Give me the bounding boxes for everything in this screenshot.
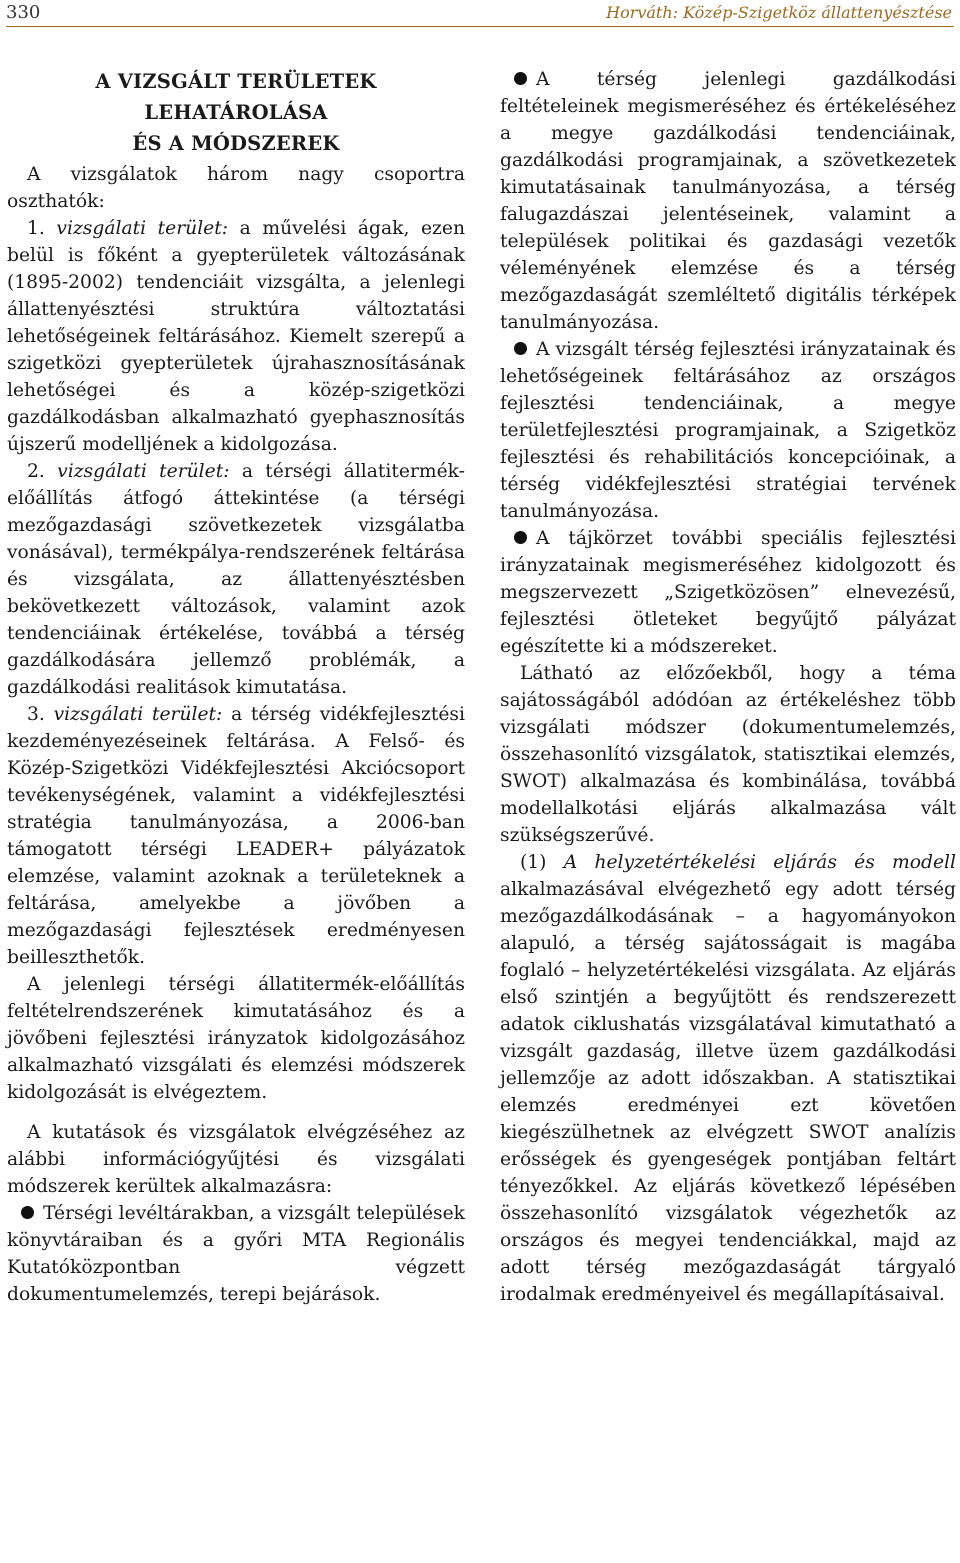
intro-paragraph: A vizsgálatok három nagy csoportra oszthatók: [7, 164, 465, 212]
bullet-3-text: A vizsgált térség fejlesztési irányzatainak és lehetőségeinek feltárásához az országos fejlesztési tendenciáinak, a megye területfejlesztési programjainak, a Szigetköz fejlesztési és rehabilitációs koncepcióinak, a térség vidékfejlesztési stratégiai tervének tanulmányozása. [500, 339, 956, 522]
area-1-text: a művelési ágak, ezen belül is főként a gyepterületek változásának (1895-2002) tendenciáit vizsgálta, a jelenlegi állattenyésztési struktúra változtatási lehetőségeinek feltárásához. Kiemelt szerepű a szigetközi gyepterületek újrahasznosításának lehetőségei és a közép-szigetközi gazdálkodásban alkalmazható gyephasznosítás újszerű modelljének a kidolgozása. [7, 218, 465, 455]
area-2-paragraph [7, 458, 465, 701]
heading-line-1: A VIZSGÁLT TERÜLETEK [95, 70, 377, 93]
present-paragraph: A jelenlegi térségi állatitermék-előállítás feltételrendszerének kimutatásához és a jövőbeni fejlesztési irányzatok kidolgozásához alkalmazható vizsgálati és elemzési módszerek kidolgozását is elvégeztem. [7, 974, 465, 1103]
heading-line-2: LEHATÁROLÁSA [144, 101, 328, 124]
left-column [7, 66, 465, 1308]
area-2-label: vizsgálati terület: [57, 461, 230, 482]
area-1-paragraph [7, 215, 465, 458]
area-2-number: 2. [27, 461, 45, 482]
bullet-item-2 [500, 66, 956, 336]
bullet-item-4 [500, 525, 956, 660]
bullet-dot-icon [514, 342, 527, 355]
bullet-dot-icon [21, 1206, 34, 1219]
area-1-label: vizsgálati terület: [56, 218, 229, 239]
bullet-dot-icon [514, 72, 527, 85]
area-3-number: 3. [27, 704, 45, 725]
model-label: A helyzetértékelési eljárás és modell [563, 852, 956, 873]
bullet-4-text: A tájkörzet további speciális fejlesztési irányzatainak megismeréséhez kidolgozott és megszervezett „Szigetközösen” elnevezésű, fejlesztési ötleteket begyűjtő pályázat egészítette ki a módszereket. [500, 528, 956, 657]
paragraph-gap [7, 1106, 465, 1119]
model-text: alkalmazásával elvégezhető egy adott térség mezőgazdálkodásának – a hagyományokon alapuló, a térség sajátosságait is magába foglaló – helyzetértékelési vizsgálata. Az eljárás első szintjén a begyűjtött és rendszerezett adatok ciklushatás vizsgálatával kimutatható a vizsgált gazdaság, illetve üzem gazdálkodási jellemzője az adott időszakban. A statisztikai elemzés eredményei ezt követően kiegészülhetnek az elvégzett SWOT analízis erősségek és gyengeségek pontjában feltárt tényezőkkel. Az eljárás következő lépésében összehasonlító vizsgálatok végezhetők az országos és megyei tendenciákkal, majd az adott térség mezőgazdaságát tárgyaló irodalmak eredményeivel és megállapításaival. [500, 879, 956, 1305]
seen-paragraph: Látható az előzőekből, hogy a téma sajátosságából adódóan az értékeléshez több vizsgálati módszer (dokumentumelemzés, összehasonlító vizsgálatok, statisztikai elemzés, SWOT) alkalmazása és kombinálása, továbbá modellalkotási eljárás alkalmazása vált szükségszerűvé. [500, 663, 956, 846]
bullet-item-3 [500, 336, 956, 525]
bullet-1-text: Térségi levéltárakban, a vizsgált települések könyvtáraiban és a győri MTA Regionális Kutatóközpontban végzett dokumentumelemzés, terepi bejárások. [7, 1203, 465, 1305]
page-number: 330 [6, 2, 41, 23]
section-heading [7, 66, 465, 159]
area-2-text: a térségi állatitermék-előállítás átfogó áttekintése (a térségi mezőgazdasági szövetkezetek vizsgálatba vonásával), termékpálya-rendszerének feltárása és vizsgálata, az állattenyésztésben bekövetkezett változások, valamint azok tendenciáinak értékelése, továbbá a térség gazdálkodására jellemző problémák, a gazdálkodási realitások kimutatása. [7, 461, 465, 698]
area-3-text: a térség vidékfejlesztési kezdeményezéseinek feltárása. A Felső- és Közép-Szigetközi Vidékfejlesztési Akciócsoport tevékenységének, valamint a vidékfejlesztési stratégia tanulmányozása, a 2006-ban támogatott térségi LEADER+ pályázatok elemzése, valamint azoknak a területeknek a feltárása, amelyekbe a jövőben a mezőgazdasági fejlesztések eredményesen beilleszthetők. [7, 704, 465, 968]
area-3-label: vizsgálati terület: [53, 704, 223, 725]
running-title: Horváth: Közép-Szigetköz állattenyésztése [606, 3, 952, 22]
model-paragraph [500, 849, 956, 1308]
page-header [0, 0, 960, 27]
right-column [500, 66, 956, 1308]
header-rule [6, 26, 954, 27]
area-3-paragraph [7, 701, 465, 971]
area-1-number: 1. [27, 218, 45, 239]
model-number: (1) [520, 852, 547, 873]
bullet-2-text: A térség jelenlegi gazdálkodási feltételeinek megismeréséhez és értékeléséhez a megye gazdálkodási tendenciáinak, gazdálkodási programjainak, a szövetkezetek kimutatásainak tanulmányozása, a térség falugazdászai jelentéseinek, valamint a települések politikai és gazdasági vezetők véleményének elemzése és a térség mezőgazdaságát szemléltető digitális térképek tanulmányozása. [500, 69, 956, 333]
methods-paragraph: A kutatások és vizsgálatok elvégzéséhez az alábbi információgyűjtési és vizsgálati módszerek kerültek alkalmazásra: [7, 1122, 465, 1197]
heading-line-3: ÉS A MÓDSZEREK [132, 132, 340, 155]
bullet-dot-icon [514, 531, 527, 544]
bullet-item-1 [7, 1200, 465, 1308]
